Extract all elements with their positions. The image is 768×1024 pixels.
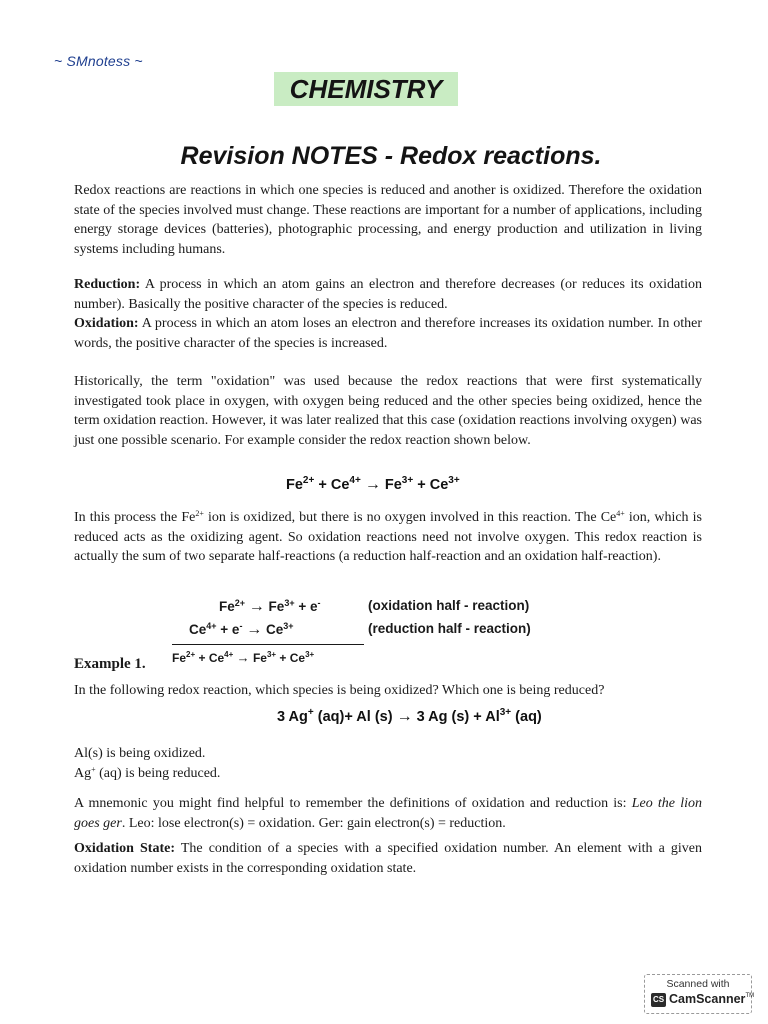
brand-watermark: ~ SMnotess ~ — [54, 53, 143, 69]
reduction-half-label: (reduction half - reaction) — [368, 621, 531, 636]
page-title: Revision NOTES - Redox reactions. — [180, 142, 602, 170]
scanner-name: CamScanner™ — [669, 992, 755, 1006]
mnemonic-paragraph: A mnemonic you might find helpful to remember the definitions of oxidation and reduction is: Leo the lion goes ger. Leo: lose electron(s) = oxidation. Ger: gain electron(s) = reduction. — [74, 796, 702, 831]
oxidation-state-definition — [74, 839, 702, 878]
sum-line — [172, 644, 364, 645]
answer-oxidized: Al(s) is being oxidized. — [74, 746, 206, 761]
oxidation-half-reaction: $Fe^{2+} \to Fe^{3+} + e^-$ — [219, 598, 321, 615]
oxidation-term: Oxidation: — [74, 316, 139, 331]
process-paragraph: In this process the $Fe^{2+}$ ion is oxidized, but there is no oxygen involved in this reaction. The $Ce^{4+}$ ion, which is reduced acts as the oxidizing agent. So oxidation reactions need not involve oxygen. This redox reaction is actually the sum of two separate half-reactions (a reduction half-reaction and an oxidation half-reaction). — [74, 509, 702, 564]
oxidation-state-term: Oxidation State: — [74, 841, 175, 856]
camscanner-logo-icon: CS — [651, 993, 666, 1007]
oxidation-text: A process in which an atom loses an electron and therefore increases its oxidation number. In other words, the positive character of the species is increased. — [74, 316, 702, 351]
oxidation-state-text: The condition of a species with a specified oxidation number. An element with a given oxidation number exists in the corresponding oxidation state. — [74, 841, 703, 876]
example-heading: Example 1. — [74, 656, 146, 672]
answer-reduced: Ag+ (aq) is being reduced. — [74, 765, 221, 781]
oxidation-definition — [74, 314, 702, 353]
redox-equation: $Fe^{2+} + Ce^{4+} \to Fe^{3+} + Ce^{3+}$ — [286, 475, 460, 493]
oxidation-half-label: (oxidation half - reaction) — [368, 598, 530, 613]
intro-paragraph: Redox reactions are reactions in which one species is reduced and another is oxidized. Therefore the oxidation state of the species involved must change. These reactions are important for a number of applications, including energy storage devices (batteries), photographic processing, and energy production and utilization in living systems including humans. — [74, 183, 702, 257]
example-equation: 3 Ag+ (aq)+ Al (s) → 3 Ag $(s) + Al^{3+}$ (aq) — [277, 707, 542, 725]
reduction-term: Reduction: — [74, 277, 141, 292]
scanner-caption: Scanned with — [666, 978, 730, 990]
example-question: In the following redox reaction, which species is being oxidized? Which one is being reduced? — [74, 683, 605, 698]
subject-banner — [274, 72, 458, 106]
reduction-half-reaction: $Ce^{4+} + e^- \to Ce^{3+}$ — [189, 621, 294, 638]
camscanner-badge — [644, 974, 755, 1014]
reduction-definition — [74, 275, 702, 314]
subject-title: CHEMISTRY — [289, 74, 443, 104]
net-reaction: $Fe^{2+} + Ce^{4+} \to Fe^{3+} + Ce^{3+}$ — [172, 650, 315, 665]
reduction-text: A process in which an atom gains an electron and therefore decreases (or reduces its oxidation number). Basically the positive character of the species is reduced. — [74, 277, 702, 312]
history-paragraph: Historically, the term "oxidation" was used because the redox reactions that were first systematically investigated took place in oxygen, with oxygen being reduced and the other species being oxidized, hence the term oxidation reaction. However, it was later realized that this case (oxidation reactions involving oxygen) was just one possible scenario. For example consider the redox reaction shown below. — [74, 374, 702, 448]
